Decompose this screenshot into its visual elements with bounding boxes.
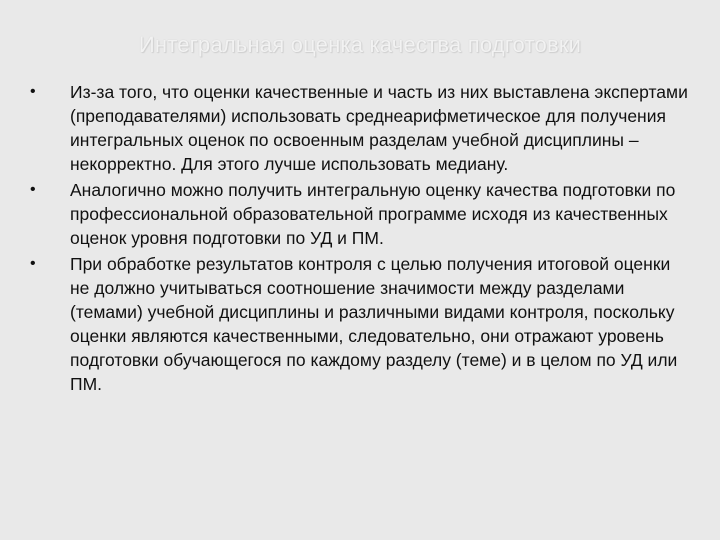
bullet-icon: • xyxy=(30,83,36,100)
slide-title: Интегральная оценка качества подготовки xyxy=(138,32,582,57)
bullet-text: Аналогично можно получить интегральную оценку качества подготовки по профессиональной образовательной программе исходя из качественных оценок уровня подготовки по УД и ПМ. xyxy=(70,180,676,248)
bullet-text: Из-за того, что оценки качественные и часть из них выставлена экспертами (преподавателями) использовать среднеарифметическое для получения интегральных оценок по освоенным разделам учебной дисциплины – некорректно. Для этого лучше использовать медиану. xyxy=(70,82,688,174)
bullet-list xyxy=(30,80,690,398)
bullet-icon: • xyxy=(30,181,36,198)
bullet-text: При обработке результатов контроля с целью получения итоговой оценки не должно учитываться соотношение значимости между разделами (темами) учебной дисциплины и различными видами контроля, поскольку оценки являются качественными, следовательно, они отражают уровень подготовки обучающегося по каждому разделу (теме) и в целом по УД или ПМ. xyxy=(70,254,678,394)
bullet-item-3 xyxy=(30,252,690,396)
bullet-item-1 xyxy=(30,80,690,176)
bullet-icon: • xyxy=(30,255,36,272)
bullet-item-2 xyxy=(30,178,690,250)
